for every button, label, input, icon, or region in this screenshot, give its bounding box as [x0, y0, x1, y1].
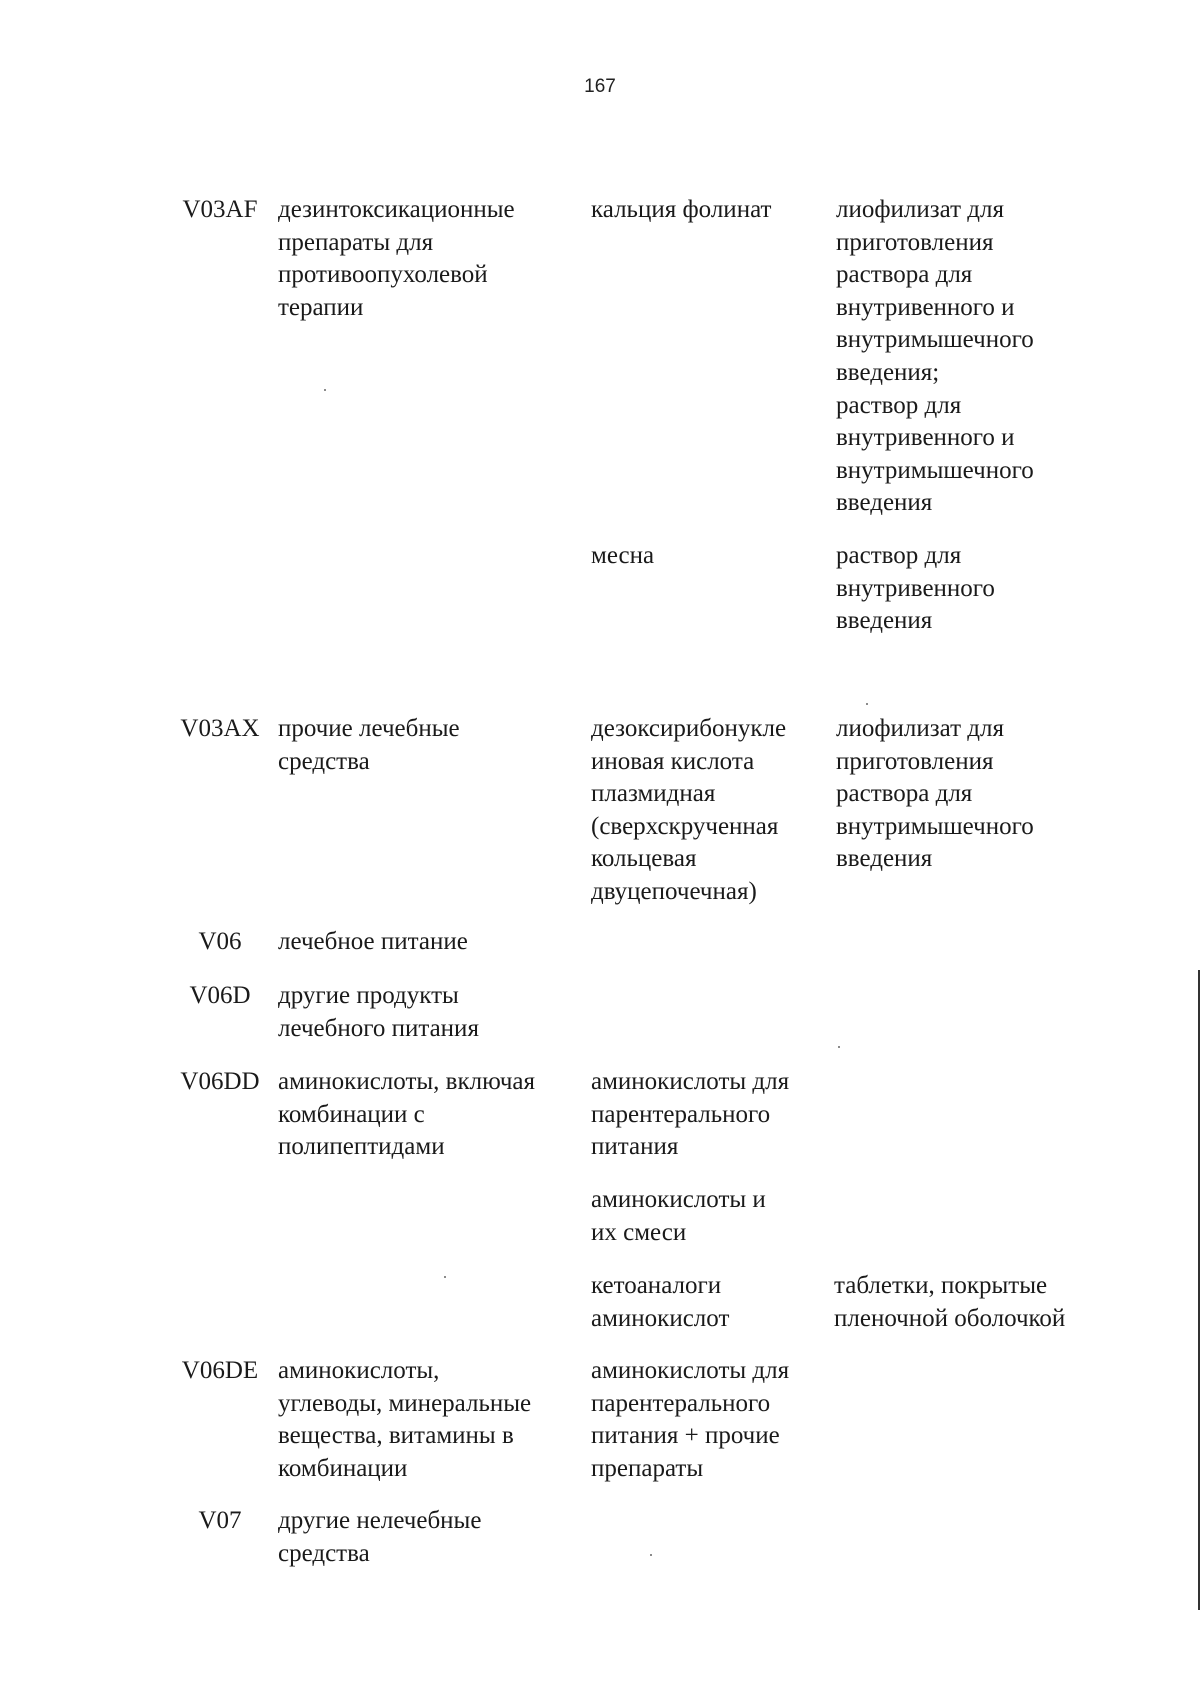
group-name: лечебное питание — [278, 928, 468, 955]
atc-code: V06D — [189, 982, 251, 1009]
atc-code: V06 — [198, 928, 242, 955]
group-name: другие нелечебные средства — [278, 1507, 482, 1567]
scan-speck — [838, 1046, 840, 1048]
dosage-form: лиофилизат для приготовления раствора для внутривенного и внутримышечного введения; раствор для внутривенного и внутримышечного введения — [836, 196, 1034, 517]
atc-code: V06DE — [181, 1357, 259, 1384]
substance-name: аминокислоты для парентерального питания + прочие препараты — [591, 1357, 790, 1482]
substance-name: дезоксирибонукле иновая кислота плазмидная (сверхскрученная кольцевая двуцепочечная) — [591, 715, 787, 905]
substance-name: месна — [591, 542, 655, 569]
scan-speck — [324, 389, 326, 391]
group-name: аминокислоты, включая комбинации с полипептидами — [278, 1068, 535, 1161]
group-name: прочие лечебные средства — [278, 715, 460, 775]
scan-speck — [866, 703, 868, 705]
group-name: другие продукты лечебного питания — [278, 982, 479, 1042]
substance-name: кетоаналоги аминокислот — [591, 1272, 730, 1332]
group-name: аминокислоты, углеводы, минеральные вещества, витамины в комбинации — [278, 1357, 532, 1482]
atc-code: V03AX — [180, 715, 260, 742]
atc-code: V07 — [198, 1507, 242, 1534]
page-number: 167 — [584, 76, 616, 97]
dosage-form: раствор для внутривенного введения — [836, 542, 995, 635]
dosage-form: таблетки, покрытые пленочной оболочкой — [834, 1272, 1066, 1332]
substance-name: аминокислоты и их смеси — [591, 1186, 766, 1246]
scan-speck — [650, 1554, 652, 1556]
substance-name: аминокислоты для парентерального питания — [591, 1068, 790, 1161]
substance-name: кальция фолинат — [591, 196, 772, 223]
dosage-form: лиофилизат для приготовления раствора для внутримышечного введения — [836, 715, 1034, 873]
atc-code: V06DD — [180, 1068, 260, 1095]
scan-speck — [444, 1276, 446, 1278]
group-name: дезинтоксикационные препараты для противоопухолевой терапии — [278, 196, 515, 321]
atc-code: V03AF — [182, 196, 258, 223]
